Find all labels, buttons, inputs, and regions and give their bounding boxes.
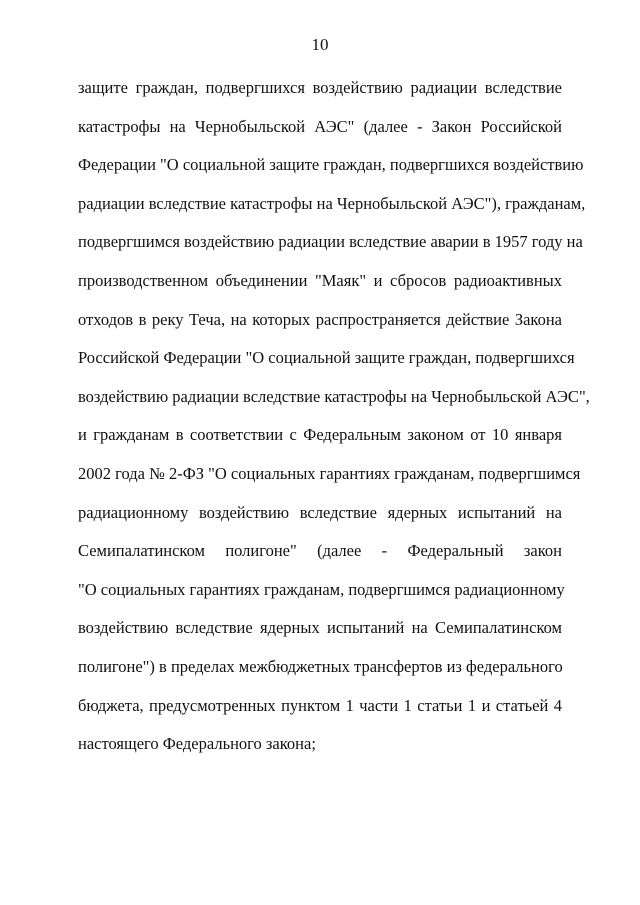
text-line: Семипалатинском полигоне" (далее - Федеральный закон xyxy=(78,541,562,561)
text-line: Российской Федерации "О социальной защите граждан, подвергшихся xyxy=(78,348,575,368)
text-line: воздействию радиации вследствие катастрофы на Чернобыльской АЭС", xyxy=(78,386,590,406)
text-line: отходов в реку Теча, на которых распространяется действие Закона xyxy=(78,309,562,329)
text-line: производственном объединении "Маяк" и сбросов радиоактивных xyxy=(78,270,562,290)
text-line: радиации вследствие катастрофы на Чернобыльской АЭС"), гражданам, xyxy=(78,193,586,213)
text-line: Федерации "О социальной защите граждан, подвергшихся воздействию xyxy=(78,155,584,175)
text-line: бюджета, предусмотренных пунктом 1 части 1 статьи 1 и статьей 4 xyxy=(78,695,562,715)
text-line: защите граждан, подвергшихся воздействию радиации вследствие xyxy=(78,78,562,97)
document-body xyxy=(78,69,590,764)
text-line: радиационному воздействию вследствие ядерных испытаний на xyxy=(78,502,562,522)
text-line: настоящего Федерального закона; xyxy=(78,734,316,754)
text-line: "О социальных гарантиях гражданам, подвергшимся радиационному xyxy=(78,579,565,599)
text-line: и гражданам в соответствии с Федеральным законом от 10 января xyxy=(78,425,562,445)
page-number: 10 xyxy=(311,35,329,54)
text-line: катастрофы на Чернобыльской АЭС" (далее - Закон Российской xyxy=(78,116,562,136)
text-line: 2002 года № 2-ФЗ "О социальных гарантиях гражданам, подвергшимся xyxy=(78,463,581,483)
text-line: подвергшимся воздействию радиации вследствие аварии в 1957 году на xyxy=(78,232,583,252)
text-line: полигоне") в пределах межбюджетных трансфертов из федерального xyxy=(78,656,563,676)
text-line: воздействию вследствие ядерных испытаний на Семипалатинском xyxy=(78,618,562,638)
